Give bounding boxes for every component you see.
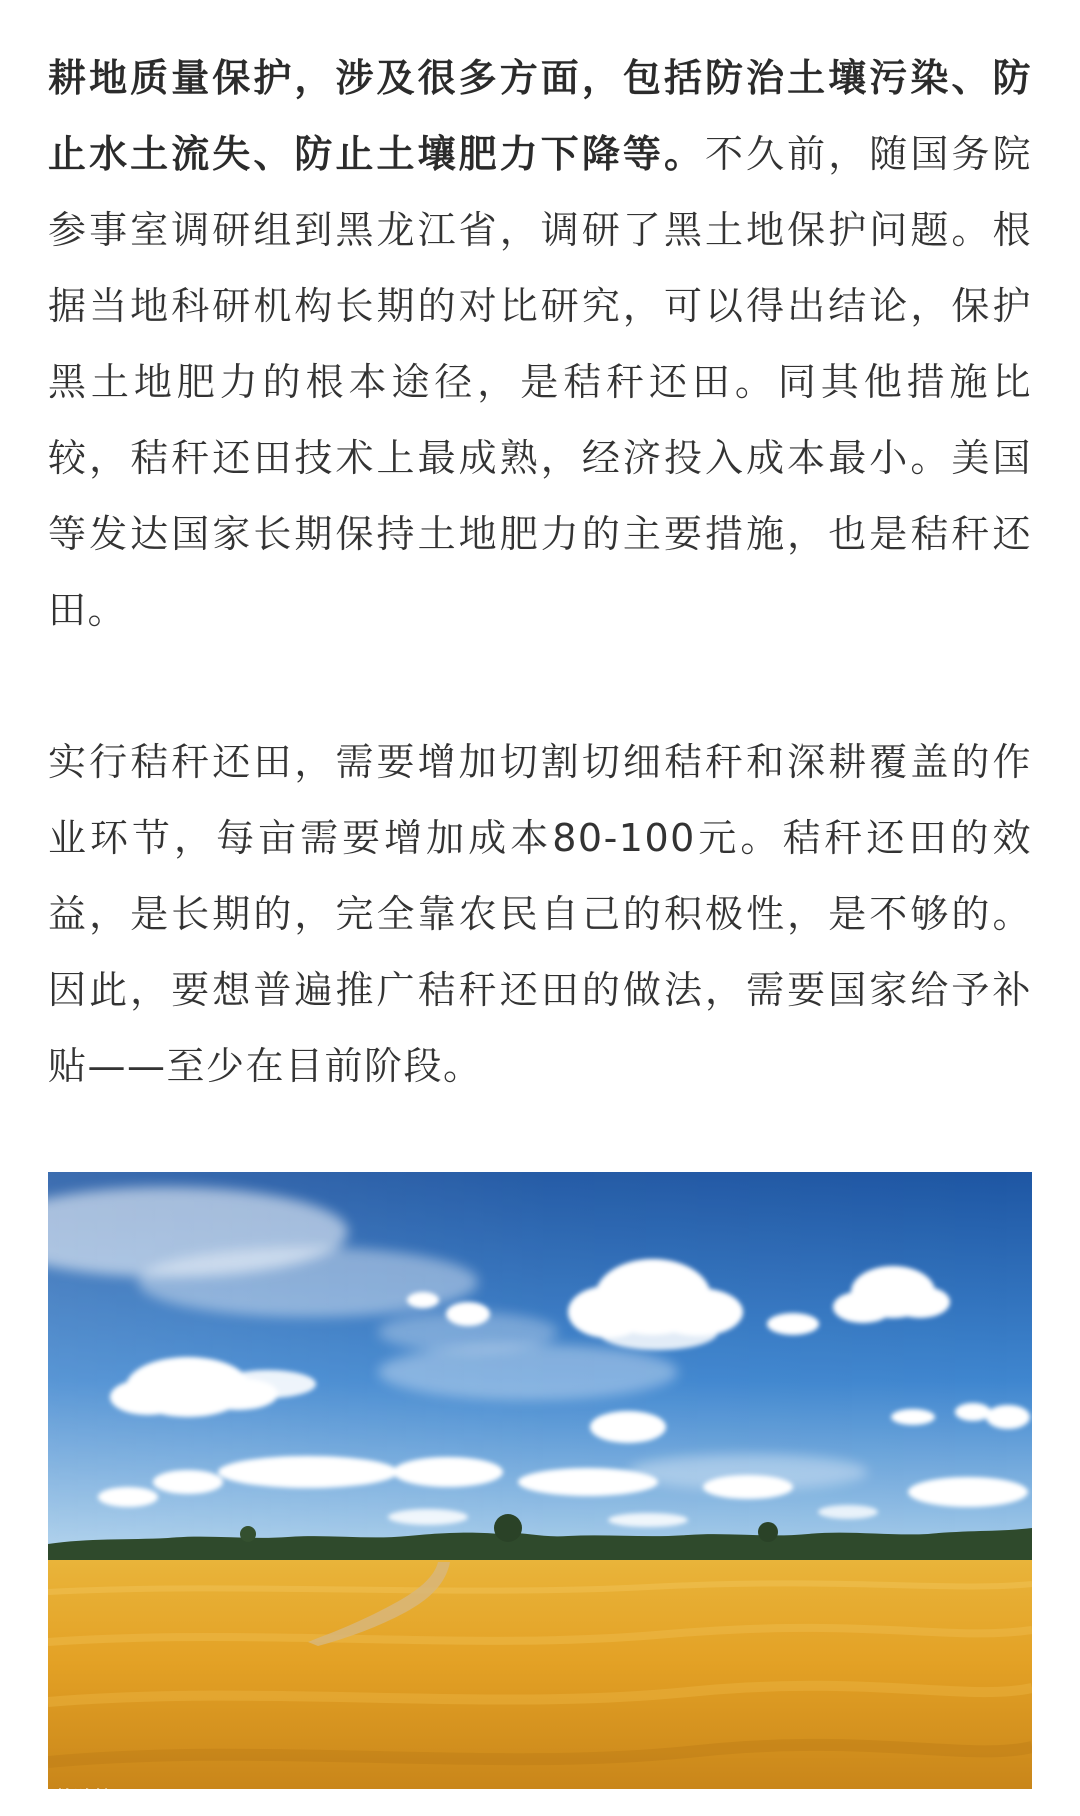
watermark-text: 大数跨境 [34,1785,114,1810]
article-body [48,40,1032,1104]
wheat-field-photo [48,1172,1032,1789]
paragraph-1 [48,40,1032,648]
watermark [4,1780,114,1812]
paragraph-2: 实行秸秆还田，需要增加切割切细秸秆和深耕覆盖的作业环节，每亩需要增加成本80-100元。秸秆还田的效益，是长期的，完全靠农民自己的积极性，是不够的。因此，要想普遍推广秸秆还田的做法，需要国家给予补贴——至少在目前阶段。 [48,740,1032,1088]
paragraph-1-text: 不久前，随国务院参事室调研组到黑龙江省，调研了黑土地保护问题。根据当地科研机构长期的对比研究，可以得出结论，保护黑土地肥力的根本途径，是秸秆还田。同其他措施比较，秸秆还田技术上最成熟，经济投入成本最小。美国等发达国家长期保持土地肥力的主要措施，也是秸秆还田。 [48,132,1032,632]
logo-icon [4,1785,30,1807]
paragraph-1-bold: 耕地质量保护，涉及很多方面，包括防治土壤污染、防止水土流失、防止土壤肥力下降等。 [48,56,1032,176]
